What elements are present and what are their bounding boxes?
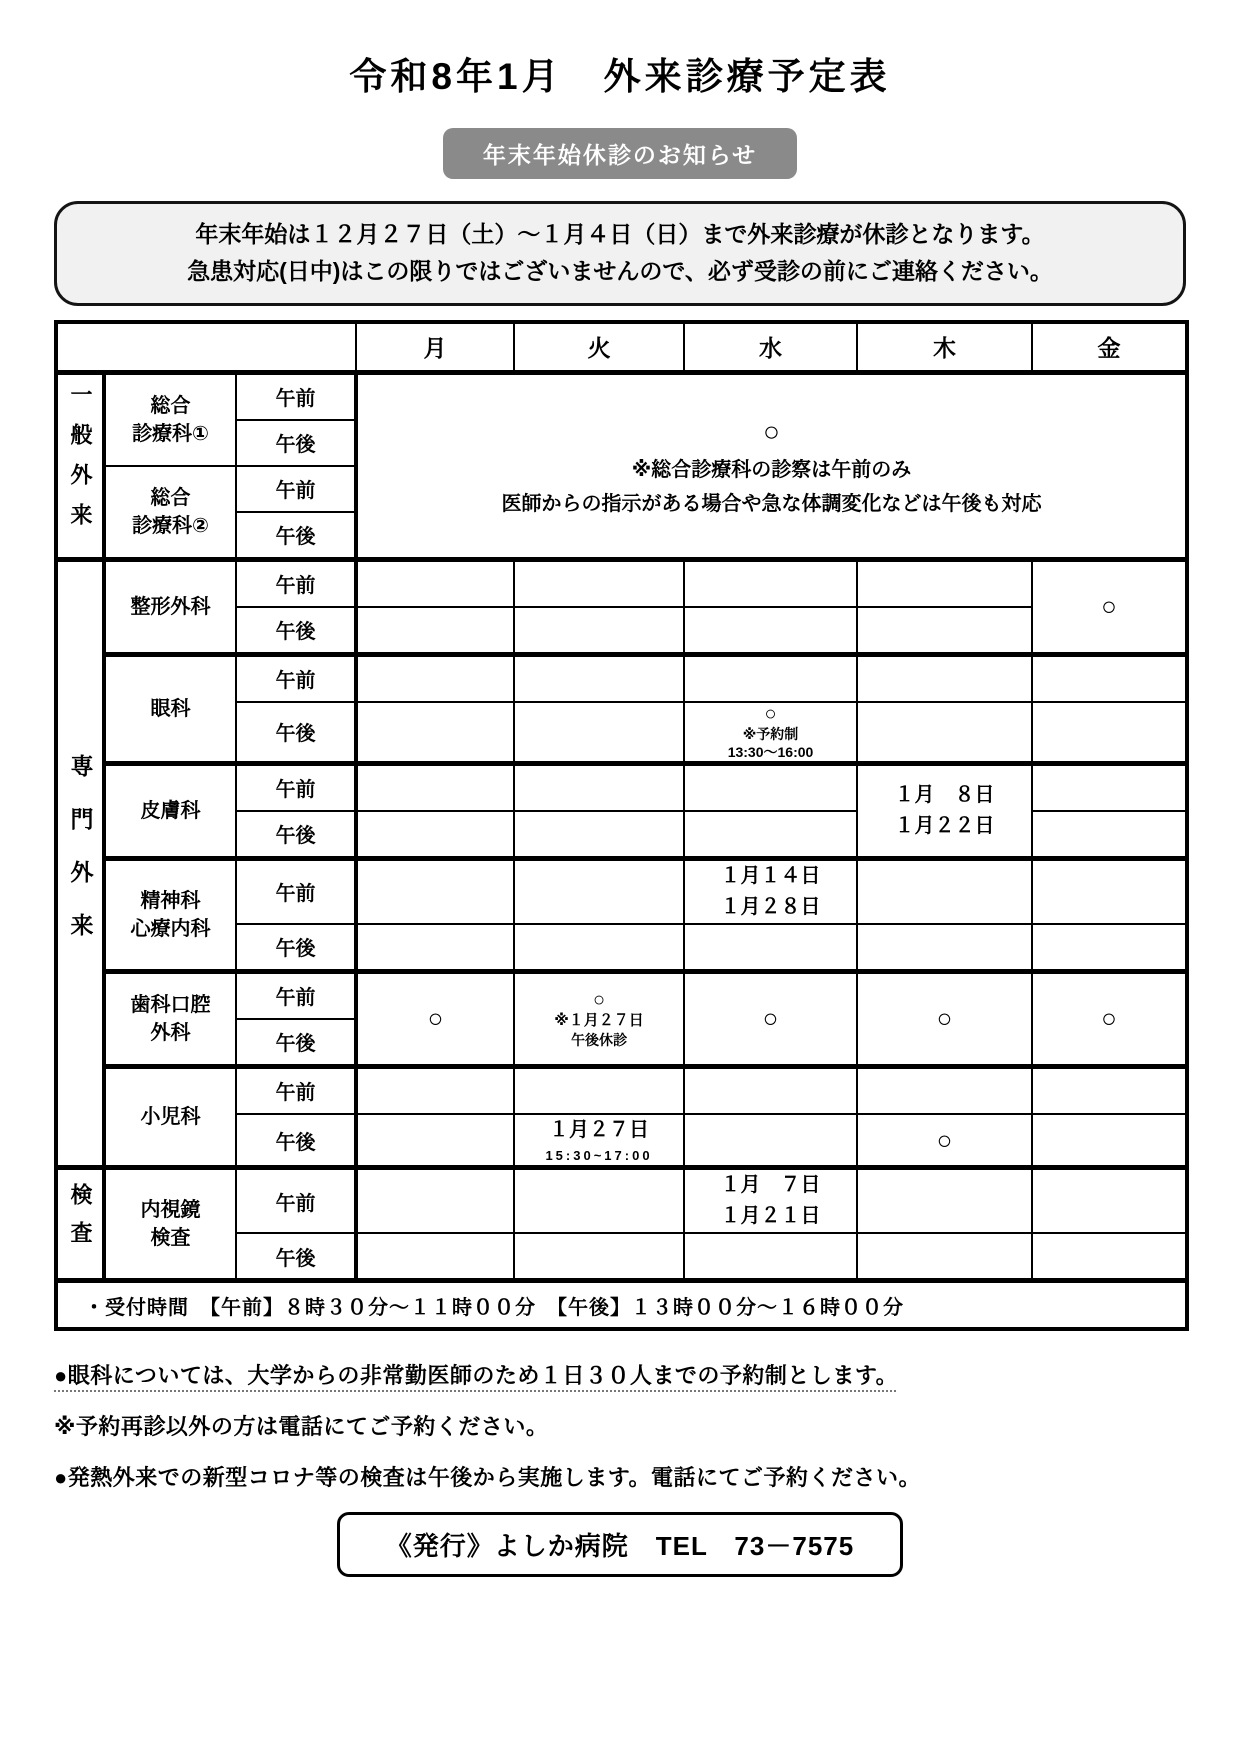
ampm-pm: 午後	[236, 924, 356, 972]
cell-line: 医師からの指示がある場合や急な体調変化などは午後も対応	[501, 492, 1042, 515]
cell-line: 眼科	[150, 697, 191, 720]
cell-line: 整形外科	[130, 595, 211, 618]
cell-line: １月２８日	[720, 895, 821, 918]
notice-line-1: 年末年始は１２月２７日（土）～１月４日（日）まで外来診療が休診となります。	[195, 221, 1045, 247]
cell-closed	[857, 1233, 1032, 1281]
cell-closed	[514, 1168, 684, 1234]
cell-closed	[356, 763, 514, 811]
cell-shika-fri	[1032, 971, 1187, 1066]
note-ganka-reservation	[54, 1359, 1186, 1390]
note-phone-reservation: ※予約再診以外の方は電話にてご予約ください。	[54, 1414, 549, 1440]
cell-closed	[514, 702, 684, 764]
table-row	[56, 654, 1187, 702]
cell-line: ○	[762, 1003, 779, 1034]
cell-shika-wed	[684, 971, 857, 1066]
dept-seikei-geka	[104, 559, 236, 654]
cell-closed	[684, 1233, 857, 1281]
table-row	[56, 858, 1187, 924]
cell-sogo-schedule	[356, 372, 1187, 559]
cell-closed	[514, 924, 684, 972]
cell-closed	[684, 763, 857, 811]
schedule-table-body	[56, 372, 1187, 1329]
cell-closed	[1032, 1066, 1187, 1114]
cell-closed	[857, 924, 1032, 972]
cell-shika-tue	[514, 971, 684, 1066]
cell-naishikyo-wed-am	[684, 1168, 857, 1234]
footer-container	[54, 1512, 1186, 1577]
group-label-senmon-gairai-text: 専門外来	[67, 754, 94, 967]
cell-shika-mon	[356, 971, 514, 1066]
dept-shonika	[104, 1066, 236, 1168]
notice-line-2: 急患対応(日中)はこの限りではございませんので、必ず受診の前にご連絡ください。	[187, 258, 1053, 285]
cell-line: 内視鏡	[140, 1199, 201, 1222]
cell-closed	[684, 811, 857, 859]
year-end-notice-box	[54, 201, 1186, 306]
day-header-thu: 木	[857, 322, 1032, 373]
ampm-am: 午前	[236, 559, 356, 607]
day-header-row	[56, 322, 1187, 373]
cell-closed	[514, 858, 684, 924]
notes-section	[54, 1359, 1186, 1492]
ampm-pm: 午後	[236, 1019, 356, 1067]
cell-closed	[1032, 702, 1187, 764]
group-label-kensa	[56, 1168, 104, 1281]
cell-shonika-thu-pm	[857, 1114, 1032, 1168]
group-label-senmon-gairai	[56, 559, 104, 1168]
note-ganka-reservation-text: ●眼科については、大学からの非常勤医師のため１日３０人までの予約制とします。	[54, 1363, 899, 1389]
cell-line: １月１４日	[720, 864, 821, 887]
cell-closed	[356, 654, 514, 702]
dept-sogo-shinryoka-2	[104, 466, 236, 560]
cell-closed	[514, 607, 684, 655]
table-row	[56, 559, 1187, 607]
cell-closed	[857, 858, 1032, 924]
cell-closed	[514, 1066, 684, 1114]
page-title: 令和8年1月 外来診療予定表	[349, 56, 891, 97]
cell-shika-thu	[857, 971, 1032, 1066]
cell-line: 15:30~17:00	[545, 1147, 653, 1163]
cell-line: 歯科口腔	[130, 993, 211, 1016]
cell-closed	[684, 1066, 857, 1114]
day-header-wed: 水	[684, 322, 857, 373]
cell-closed	[857, 702, 1032, 764]
ampm-pm: 午後	[236, 811, 356, 859]
group-label-ippan-gairai	[56, 372, 104, 559]
cell-shonika-tue-pm	[514, 1114, 684, 1168]
cell-seikei-fri	[1032, 559, 1187, 654]
cell-line: ○	[763, 415, 780, 447]
year-end-closure-badge: 年末年始休診のお知らせ	[443, 128, 797, 179]
cell-line: ○	[1101, 1003, 1117, 1034]
ampm-am: 午前	[236, 466, 356, 512]
ampm-am: 午前	[236, 372, 356, 420]
cell-line: 診療科②	[132, 514, 209, 537]
publisher-box: 《発行》よしか病院 TEL 73－7575	[337, 1512, 903, 1577]
ampm-am: 午前	[236, 1066, 356, 1114]
day-header-fri: 金	[1032, 322, 1187, 373]
table-row	[56, 1168, 1187, 1234]
cell-closed	[356, 858, 514, 924]
cell-closed	[684, 1114, 857, 1168]
dept-naishikyo-kensa	[104, 1168, 236, 1281]
cell-line: 検査	[150, 1227, 191, 1250]
cell-closed	[1032, 1233, 1187, 1281]
cell-closed	[1032, 654, 1187, 702]
day-header-tue: 火	[514, 322, 684, 373]
ampm-am: 午前	[236, 654, 356, 702]
cell-line: ○	[936, 1003, 953, 1034]
cell-seishin-wed-am	[684, 858, 857, 924]
table-row	[56, 971, 1187, 1019]
cell-closed	[1032, 811, 1187, 859]
cell-closed	[514, 763, 684, 811]
cell-line: １月 ７日	[720, 1174, 821, 1197]
cell-closed	[857, 1168, 1032, 1234]
table-row	[56, 372, 1187, 420]
group-label-kensa-text: 検査	[68, 1183, 93, 1260]
cell-closed	[1032, 924, 1187, 972]
cell-closed	[1032, 763, 1187, 811]
cell-closed	[1032, 1114, 1187, 1168]
cell-line: １月２１日	[720, 1205, 821, 1228]
cell-line: ○	[1101, 590, 1117, 621]
ampm-am: 午前	[236, 971, 356, 1019]
cell-closed	[857, 559, 1032, 607]
cell-closed	[514, 811, 684, 859]
cell-closed	[514, 1233, 684, 1281]
badge-container	[54, 128, 1186, 179]
cell-hifuka-thu	[857, 763, 1032, 858]
table-corner-cell	[56, 322, 356, 373]
cell-closed	[1032, 858, 1187, 924]
cell-closed	[857, 1066, 1032, 1114]
cell-closed	[356, 607, 514, 655]
cell-closed	[356, 1114, 514, 1168]
note-fever-outpatient: ●発熱外来での新型コロナ等の検査は午後から実施します。電話にてご予約ください。	[54, 1465, 922, 1491]
cell-closed	[857, 607, 1032, 655]
ampm-am: 午前	[236, 763, 356, 811]
cell-closed	[356, 1168, 514, 1234]
dept-seishinka-shinryo-naika	[104, 858, 236, 971]
ampm-pm: 午後	[236, 512, 356, 560]
cell-closed	[857, 654, 1032, 702]
ampm-pm: 午後	[236, 607, 356, 655]
cell-line: 皮膚科	[140, 799, 201, 822]
table-row	[56, 763, 1187, 811]
cell-closed	[356, 924, 514, 972]
dept-sogo-shinryoka-1	[104, 372, 236, 466]
cell-line: ○	[936, 1124, 953, 1155]
cell-closed	[514, 559, 684, 607]
cell-ganka-wed-pm	[684, 702, 857, 764]
cell-closed	[356, 1066, 514, 1114]
cell-closed	[684, 607, 857, 655]
cell-line: １月 ８日	[894, 783, 995, 806]
cell-closed	[1032, 1168, 1187, 1234]
cell-line: 診療科①	[132, 422, 209, 445]
cell-line: 精神科	[140, 889, 201, 912]
cell-line: 総合	[150, 394, 191, 417]
ampm-pm: 午後	[236, 420, 356, 466]
cell-closed	[356, 1233, 514, 1281]
dept-ganka	[104, 654, 236, 763]
cell-line: ※予約制	[742, 725, 799, 742]
cell-line: 心療内科	[130, 917, 211, 940]
schedule-table	[54, 320, 1189, 1332]
cell-closed	[514, 654, 684, 702]
cell-line: ※総合診療科の診察は午前のみ	[631, 458, 912, 481]
cell-line: 13:30～16:00	[727, 743, 814, 760]
cell-closed	[356, 559, 514, 607]
cell-line: 午後休診	[571, 1031, 627, 1048]
dept-hifuka	[104, 763, 236, 858]
ampm-pm: 午後	[236, 1114, 356, 1168]
cell-closed	[684, 654, 857, 702]
cell-line: 総合	[150, 486, 191, 509]
cell-closed	[684, 924, 857, 972]
reception-hours: ・受付時間 【午前】８時３０分～１１時００分 【午後】１３時００分～１６時００分	[56, 1281, 1187, 1330]
cell-closed	[356, 702, 514, 764]
reception-row	[56, 1281, 1187, 1330]
cell-line: 小児科	[140, 1106, 201, 1129]
cell-line: ○	[427, 1003, 444, 1034]
cell-closed	[684, 559, 857, 607]
cell-line: ○	[764, 702, 777, 725]
cell-line: 外科	[150, 1021, 191, 1044]
day-header-mon: 月	[356, 322, 514, 373]
ampm-pm: 午後	[236, 702, 356, 764]
cell-line: ○	[592, 988, 606, 1011]
group-label-ippan-gairai-text: 一般外来	[68, 382, 93, 543]
cell-line: １月２７日	[549, 1118, 649, 1141]
ampm-pm: 午後	[236, 1233, 356, 1281]
cell-closed	[356, 811, 514, 859]
dept-shika-kokugeka	[104, 971, 236, 1066]
ampm-am: 午前	[236, 1168, 356, 1234]
ampm-am: 午前	[236, 858, 356, 924]
cell-line: １月２２日	[894, 814, 995, 837]
table-row	[56, 1066, 1187, 1114]
cell-line: ※１月２７日	[554, 1011, 644, 1029]
